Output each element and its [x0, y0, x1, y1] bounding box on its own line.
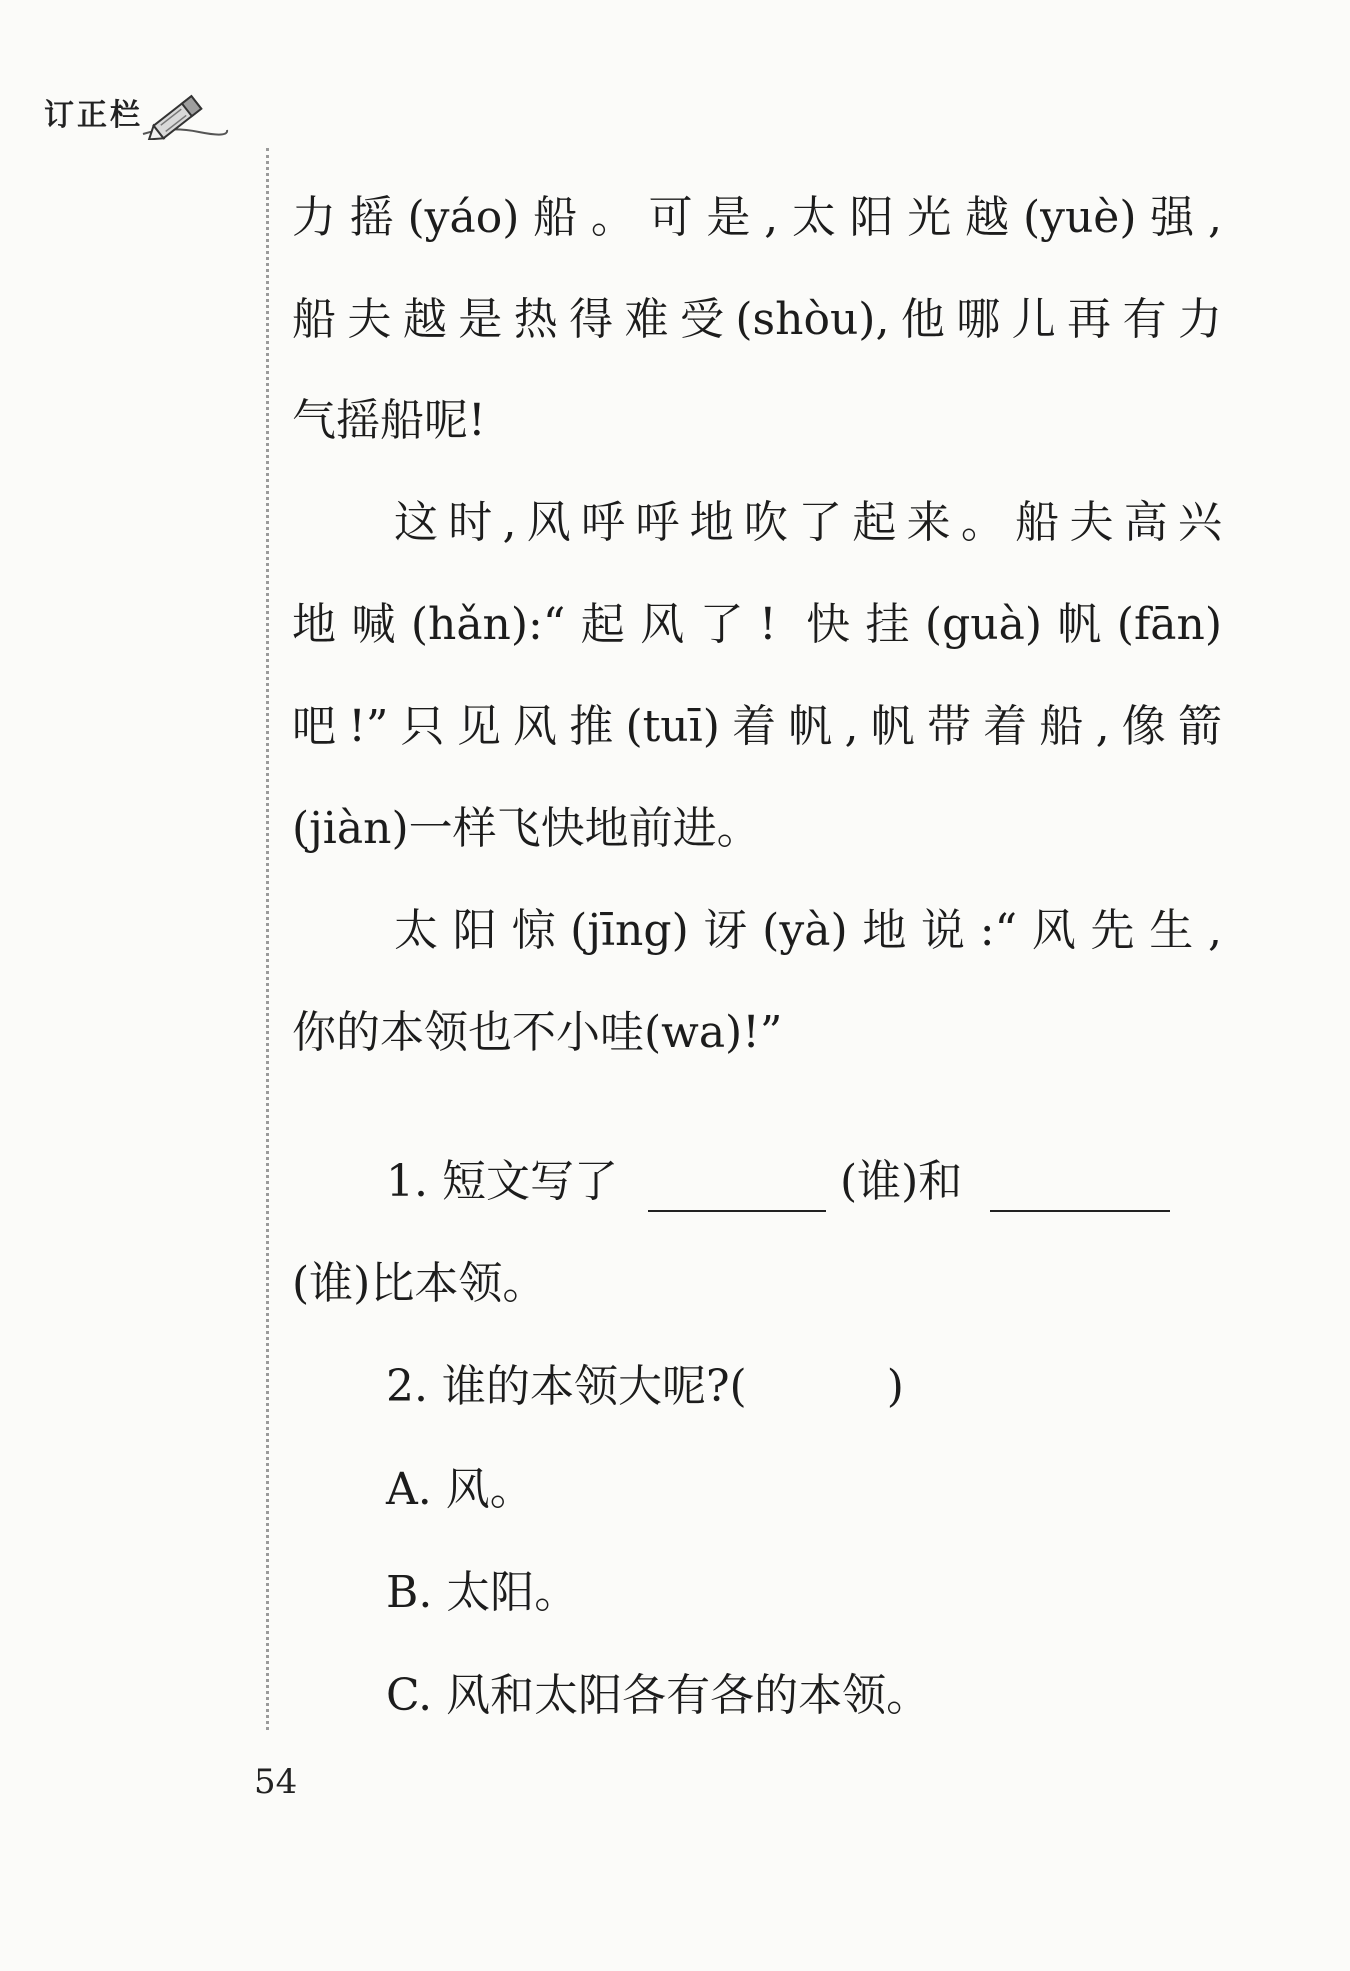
option-c: C. 风和太阳各有各的本领。: [386, 1670, 931, 1721]
passage-line: 力摇(yáo)船。可是,太阳光越(yuè)强,: [292, 192, 1222, 243]
passage-line: 气摇船呢!: [292, 395, 486, 446]
option-a: A. 风。: [386, 1464, 534, 1515]
passage-line: 太阳惊(jīng)讶(yà)地说:“风先生,: [394, 905, 1222, 956]
question-1-prefix: 1. 短文写了: [386, 1156, 618, 1207]
passage-line: 这时,风呼呼地吹了起来。船夫高兴: [394, 497, 1222, 548]
option-b: B. 太阳。: [386, 1567, 579, 1618]
page-number: 54: [254, 1762, 298, 1802]
passage-line: 地喊(hǎn):“起风了! 快挂(guà)帆(fān): [292, 599, 1222, 650]
question-1: [386, 1152, 1170, 1212]
correction-column-header: [44, 90, 229, 134]
pencil-icon: [139, 90, 229, 140]
margin-dotted-rule: [266, 148, 269, 1730]
question-2: [386, 1357, 904, 1417]
passage-line: (jiàn)一样飞快地前进。: [292, 803, 761, 854]
passage-line: 船夫越是热得难受(shòu),他哪儿再有力: [292, 294, 1222, 345]
passage-line: 你的本领也不小哇(wa)!”: [292, 1007, 783, 1058]
question-1-middle: (谁)和: [839, 1156, 963, 1207]
question-1-continued: (谁)比本领。: [292, 1258, 547, 1309]
question-2-prefix: 2. 谁的本领大呢?(: [386, 1361, 747, 1412]
question-2-suffix: ): [886, 1361, 904, 1412]
passage-line: 吧!”只见风推(tuī)着帆,帆带着船,像箭: [292, 701, 1222, 752]
answer-blank-2[interactable]: [990, 1160, 1170, 1212]
correction-column-title: 订正栏: [44, 98, 143, 133]
answer-blank-1[interactable]: [648, 1160, 826, 1212]
